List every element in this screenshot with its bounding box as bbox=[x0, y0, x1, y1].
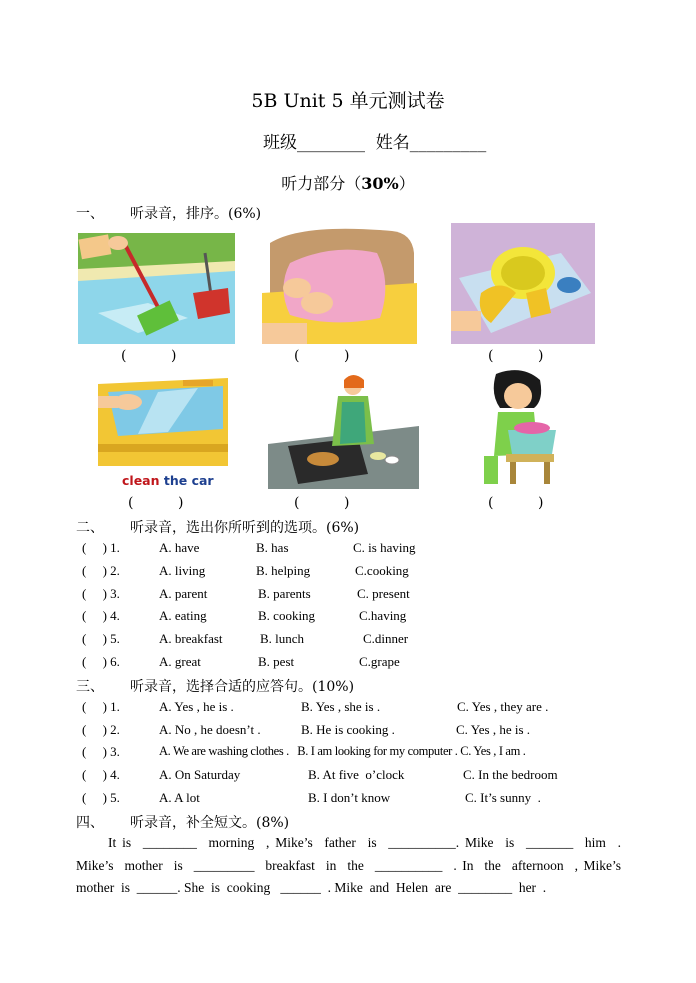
option-c[interactable]: C.dinner bbox=[363, 631, 409, 646]
section1-heading bbox=[76, 203, 261, 223]
question-number: ( ) 3. bbox=[82, 744, 120, 759]
option-b[interactable]: B. has bbox=[256, 540, 289, 555]
page-title: 5B Unit 5 单元测试卷 bbox=[251, 90, 445, 112]
question-number: ( ) 4. bbox=[82, 608, 120, 623]
option-b[interactable]: B. parents bbox=[258, 586, 311, 601]
option-b[interactable]: B. At five o’clock bbox=[308, 767, 405, 782]
clean-car-picture bbox=[98, 374, 228, 466]
option-c[interactable]: C. In the bedroom bbox=[463, 767, 558, 782]
caption-word-the-car: the car bbox=[163, 473, 214, 488]
option-c[interactable]: C.grape bbox=[359, 654, 400, 669]
option-b[interactable]: B. helping bbox=[256, 563, 311, 578]
option-c[interactable]: C. Yes , he is . bbox=[456, 722, 531, 737]
passage-line-3[interactable]: mother is ______. She is cooking ______ . Mike and Helen are ________ her . bbox=[76, 880, 547, 895]
listening-percent: 30% bbox=[361, 174, 399, 193]
option-a[interactable]: A. parent bbox=[159, 586, 208, 601]
question-number: ( ) 1. bbox=[82, 540, 120, 555]
question-number: ( ) 4. bbox=[82, 767, 120, 782]
passage-line-2[interactable]: Mike’s mother is _________ breakfast in the __________ . In the afternoon , Mike’s bbox=[76, 857, 621, 873]
section1-number: 一、 bbox=[76, 206, 104, 222]
sweeping-floor-picture bbox=[78, 233, 235, 344]
question-number: ( ) 2. bbox=[82, 722, 120, 737]
section1-title: 听录音，排序。(6%) bbox=[130, 206, 262, 222]
question-number: ( ) 5. bbox=[82, 790, 120, 805]
answer-blank-6[interactable]: ( ) bbox=[488, 495, 544, 511]
answer-blank-1[interactable]: ( ) bbox=[121, 348, 177, 364]
question-number: ( ) 3. bbox=[82, 586, 120, 601]
option-b[interactable]: B. cooking bbox=[258, 608, 316, 623]
option-c[interactable]: C. is having bbox=[353, 540, 416, 555]
listening-suffix: ） bbox=[398, 174, 415, 193]
question-number: ( ) 5. bbox=[82, 631, 120, 646]
option-a[interactable]: A. A lot bbox=[159, 790, 200, 805]
option-a[interactable]: A. Yes , he is . bbox=[159, 699, 234, 714]
option-a[interactable]: A. living bbox=[159, 563, 206, 578]
answer-blank-2[interactable]: ( ) bbox=[294, 348, 350, 364]
option-c[interactable]: C. Yes , they are . bbox=[457, 699, 549, 714]
washing-clothes-picture bbox=[474, 370, 570, 487]
clean-car-caption bbox=[122, 473, 214, 488]
class-name-line: 班级________ 姓名_________ bbox=[263, 133, 487, 153]
option-a[interactable]: A. breakfast bbox=[159, 631, 223, 646]
question-number: ( ) 1. bbox=[82, 699, 120, 714]
section3-title: 听录音，选择合适的应答句。(10%) bbox=[130, 679, 355, 695]
option-a[interactable]: A. have bbox=[159, 540, 200, 555]
section3-number: 三、 bbox=[76, 679, 104, 695]
option-c[interactable]: C. It’s sunny . bbox=[465, 790, 541, 805]
answer-blank-4[interactable]: ( ) bbox=[128, 495, 184, 511]
section4-title: 听录音，补全短文。(8%) bbox=[130, 815, 290, 831]
option-a[interactable]: A. On Saturday bbox=[159, 767, 241, 782]
option-a[interactable]: A. great bbox=[159, 654, 201, 669]
section2-number: 二、 bbox=[76, 520, 104, 536]
section3-heading bbox=[76, 676, 354, 696]
cloze-passage bbox=[76, 832, 621, 900]
option-b[interactable]: B. pest bbox=[258, 654, 295, 669]
section2-title: 听录音，选出你所听到的选项。(6%) bbox=[130, 520, 360, 536]
option-b[interactable]: B. Yes , she is . bbox=[301, 699, 381, 714]
option-b[interactable]: B. He is cooking . bbox=[301, 722, 395, 737]
question-number: ( ) 6. bbox=[82, 654, 120, 669]
option-c[interactable]: C. present bbox=[357, 586, 410, 601]
section2-heading bbox=[76, 517, 359, 537]
option-c[interactable]: C.having bbox=[359, 608, 407, 623]
question-number: ( ) 2. bbox=[82, 563, 120, 578]
listening-prefix: 听力部分（ bbox=[281, 174, 362, 193]
caption-word-clean: clean bbox=[122, 473, 160, 488]
option-a[interactable]: A. No , he doesn’t . bbox=[159, 722, 261, 737]
passage-line-1[interactable]: It is ________ morning , Mike’s father is __________. Mike is _______ him . bbox=[108, 835, 621, 850]
section4-heading bbox=[76, 812, 289, 832]
section4-number: 四、 bbox=[76, 815, 104, 831]
listening-part-heading bbox=[0, 171, 696, 194]
cooking-picture bbox=[268, 374, 419, 489]
option-c[interactable]: C.cooking bbox=[355, 563, 409, 578]
option-a[interactable]: A. eating bbox=[159, 608, 207, 623]
making-bed-pillow-picture bbox=[262, 223, 417, 344]
option-b[interactable]: B. I don’t know bbox=[308, 790, 391, 805]
answer-blank-5[interactable]: ( ) bbox=[294, 495, 350, 511]
options-all[interactable]: A. We are washing clothes . B. I am looking for my computer . C. Yes , I am . bbox=[159, 744, 526, 758]
washing-dishes-picture bbox=[451, 223, 595, 344]
answer-blank-3[interactable]: ( ) bbox=[488, 348, 544, 364]
option-b[interactable]: B. lunch bbox=[260, 631, 305, 646]
